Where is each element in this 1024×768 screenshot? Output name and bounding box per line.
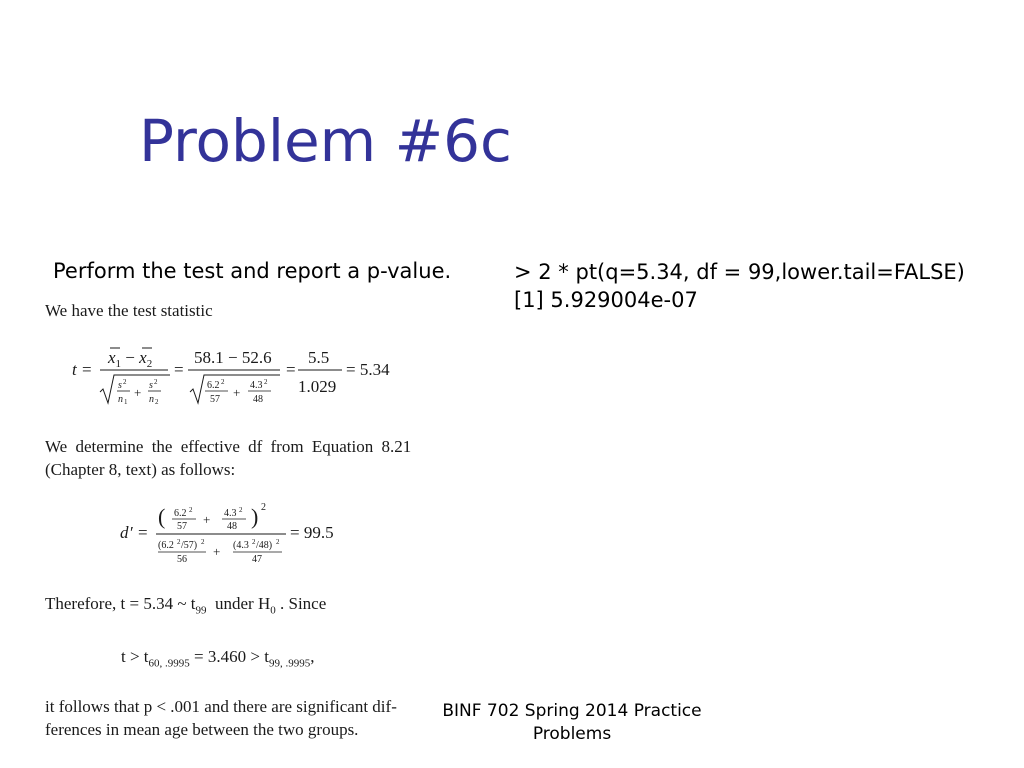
svg-text:x1 − x2: $x_1 - x_2$ [108, 348, 153, 370]
svg-text:+: + [203, 512, 211, 527]
svg-text:2: 2 [276, 538, 280, 546]
svg-text:47: 47 [252, 554, 262, 565]
svg-text:2: 2 [221, 378, 225, 386]
svg-text:4.3: 4.3 [224, 508, 237, 519]
svg-text:2: 2 [123, 378, 127, 386]
svg-text:n: n [118, 394, 123, 405]
footer-line-2: Problems [532, 724, 612, 744]
svg-text:d: d [120, 523, 129, 542]
svg-text:(4.3: (4.3 [233, 540, 249, 551]
scan-line-3 [45, 594, 326, 616]
scan-line-2a: We determine the effective df from Equation 8.21 [45, 437, 412, 456]
scan-line-4a: it follows that p < .001 and there are significant dif- [45, 697, 397, 716]
instruction-text: Perform the test and report a p-value. [53, 259, 452, 283]
ineq-sub-2: 99, .9995 [268, 657, 311, 670]
svg-text:1: 1 [124, 398, 128, 406]
svg-text:6.2: 6.2 [174, 508, 187, 519]
svg-text:=: = [286, 360, 296, 379]
svg-text:/48): /48) [256, 540, 273, 551]
svg-text:57: 57 [210, 394, 220, 405]
svg-text:2: 2 [201, 538, 205, 546]
scan-line-4b: ferences in mean age between the two groups. [45, 720, 359, 739]
svg-text:+: + [233, 385, 241, 400]
svg-text:s: s [149, 380, 153, 391]
scan-line-3-tail: . Since [279, 594, 327, 613]
svg-text:/57): /57) [181, 540, 198, 551]
scan-line-1: We have the test statistic [45, 301, 213, 320]
svg-text:5.5: 5.5 [308, 348, 330, 367]
svg-text:56: 56 [177, 554, 187, 565]
ineq-part-1: t > t [121, 647, 149, 666]
scan-line-3-under: under H [215, 594, 271, 613]
svg-text:2: 2 [155, 398, 159, 406]
ineq-part-2: = 3.460 > t [194, 647, 269, 666]
ineq-sub-1: 60, .9995 [148, 657, 190, 670]
svg-text:t: t [72, 360, 77, 379]
svg-text:=: = [174, 360, 184, 379]
r-code-block [514, 258, 965, 314]
svg-text:1.029: 1.029 [298, 377, 337, 396]
scan-line-3-hsub: 0 [270, 604, 276, 617]
svg-text:+: + [134, 385, 142, 400]
t-statistic-formula [70, 340, 410, 418]
scan-line-3-sub: 99 [195, 604, 207, 617]
svg-text:=: = [82, 360, 92, 379]
df-formula [118, 500, 358, 570]
slide-title: Problem #6c [139, 107, 512, 175]
scan-line-2b: (Chapter 8, text) as follows: [45, 460, 236, 479]
svg-text:57: 57 [177, 521, 187, 532]
svg-text:2: 2 [252, 538, 256, 546]
svg-text:2: 2 [154, 378, 158, 386]
svg-text:= 5.34: = 5.34 [346, 360, 390, 379]
svg-text:2: 2 [239, 506, 243, 514]
r-command: > 2 * pt(q=5.34, df = 99,lower.tail=FALSE) [514, 260, 965, 284]
svg-text:2: 2 [261, 502, 266, 513]
slide-footer [422, 700, 722, 746]
svg-text:6.2: 6.2 [207, 380, 220, 391]
footer-line-1: BINF 702 Spring 2014 Practice [442, 701, 702, 721]
svg-text:2: 2 [177, 538, 181, 546]
svg-text:+: + [213, 544, 221, 559]
svg-text:2: 2 [264, 378, 268, 386]
svg-text:s: s [118, 380, 122, 391]
svg-text:n: n [149, 394, 154, 405]
svg-text:(: ( [158, 504, 166, 529]
svg-text:): ) [251, 504, 259, 529]
svg-text:= 99.5: = 99.5 [290, 523, 334, 542]
svg-text:48: 48 [253, 394, 263, 405]
r-output: [1] 5.929004e-07 [514, 288, 698, 312]
svg-text:58.1 − 52.6: 58.1 − 52.6 [194, 348, 272, 367]
solution-scan [0, 0, 480, 768]
svg-text:2: 2 [189, 506, 193, 514]
svg-text:4.3: 4.3 [250, 380, 263, 391]
scan-line-3-text: Therefore, t = 5.34 ~ t [45, 594, 196, 613]
svg-text:′ =: ′ = [130, 523, 148, 542]
ineq-part-3: , [310, 647, 315, 666]
svg-text:48: 48 [227, 521, 237, 532]
scan-inequality [121, 647, 314, 669]
svg-text:(6.2: (6.2 [158, 540, 174, 551]
